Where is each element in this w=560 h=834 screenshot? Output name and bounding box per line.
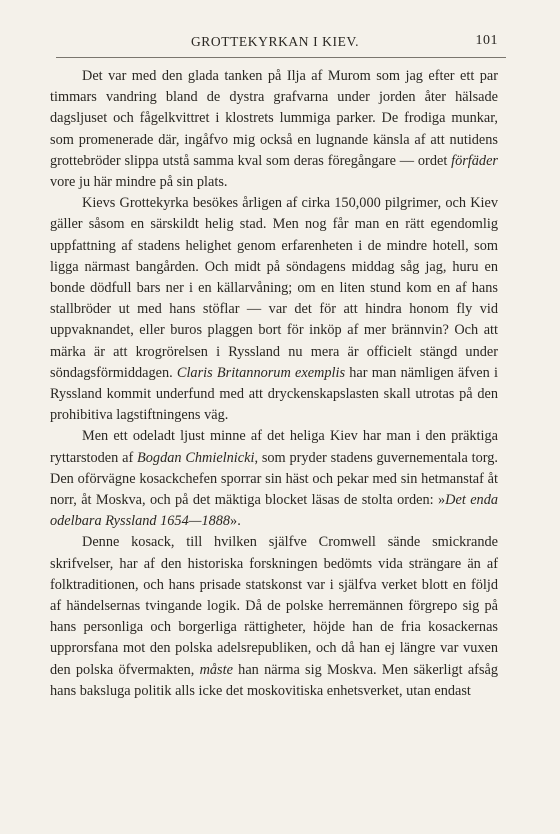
italic-text: Claris Britannorum exemplis	[176, 364, 346, 381]
running-title: GROTTEKYRKAN I KIEV.	[190, 34, 360, 49]
header-rule	[56, 57, 506, 58]
text-run: vore ju här mindre på sin plats.	[50, 174, 228, 191]
text-run: Det var med den glada tanken på Ilja af Murom som jag efter ett par timmars vandring bland de dystra grafvarna under jorden åter hälsade dagsljuset och fågelkvittret i klostrets lummiga parker. De frodiga munkar, som promenerade där, ingåfvo mig också en lugnande känsla af att nutidens grottebröder slippa utstå samma kval som deras föregångare — ordet	[50, 68, 498, 169]
text-run: , som pryder stadens guvernementala torg. Den oförvägne kosackchefen sporrar sin häst och pekar med sin hetmanstaf åt norr, åt Moskva, och på det mäktiga blocket läsas de stolta orden: »	[50, 449, 498, 509]
italic-text: måste	[199, 661, 233, 678]
italic-text: förfäder	[451, 152, 498, 169]
paragraph	[50, 193, 498, 426]
text-run: ».	[230, 513, 241, 530]
text-run: Kievs Grottekyrka besökes årligen af cirka 150,000 pilgrimer, och Kiev gäller såsom en särskildt helig stad. Men nog får man en rätt egendomlig uppfattning af stadens helighet genom erfarenheten i de mindre hotell, som ligga närmast bangården. Och midt på söndagens middag såg jag, huru en bonde dödfull bars ner i en källarvåning; om en liten stund kom en af hans stallbröder ut med hans stöflar — var det för att hindra honom fly vid uppvaknandet, eller buros plaggen bort för inköp af mer brännvin? Och att märka är att krogrörelsen i Ryssland nu mera är officielt stängd under söndagsförmiddagen.	[50, 195, 498, 381]
text-run: Men ett odeladt ljust minne af det heliga Kiev har man i den präktiga ryttarstoden af	[50, 428, 498, 466]
body-text	[50, 66, 498, 702]
italic-text: Bogdan Chmielnicki	[137, 449, 255, 466]
text-run: han närma sig Moskva. Men säkerligt afsåg hans baksluga politik alls icke det moskovitiska enhetsverket, utan endast	[50, 661, 498, 699]
text-run: Denne kosack, till hvilken själfve Cromwell sände smickrande skrifvelser, har af den historiska forskningen bedömts vida strängare än af folktraditionen, och hans prisade statskonst var i själfva verket blott en följd af händelsernas tvingande logik. Då de polske herremännen förgrepo sig på hans personliga och borgerliga rättigheter, höjde han de fria kosackernas upprorsfana mot den polska adelsrepubliken, och då han ej längre var vuxen den polska öfvermakten,	[50, 534, 498, 678]
page-number: 101	[475, 33, 498, 48]
paragraph	[50, 66, 498, 193]
paragraph	[50, 532, 498, 702]
paragraph	[50, 426, 498, 532]
italic-text: Det enda odelbara Ryssland 1654—1888	[50, 492, 498, 530]
text-run: har man nämligen äfven i Ryssland kommit underfund med att dryckenskapslasten skall utrotas på den prohibitiva lagstiftningens väg.	[50, 364, 499, 424]
running-header	[52, 30, 498, 52]
